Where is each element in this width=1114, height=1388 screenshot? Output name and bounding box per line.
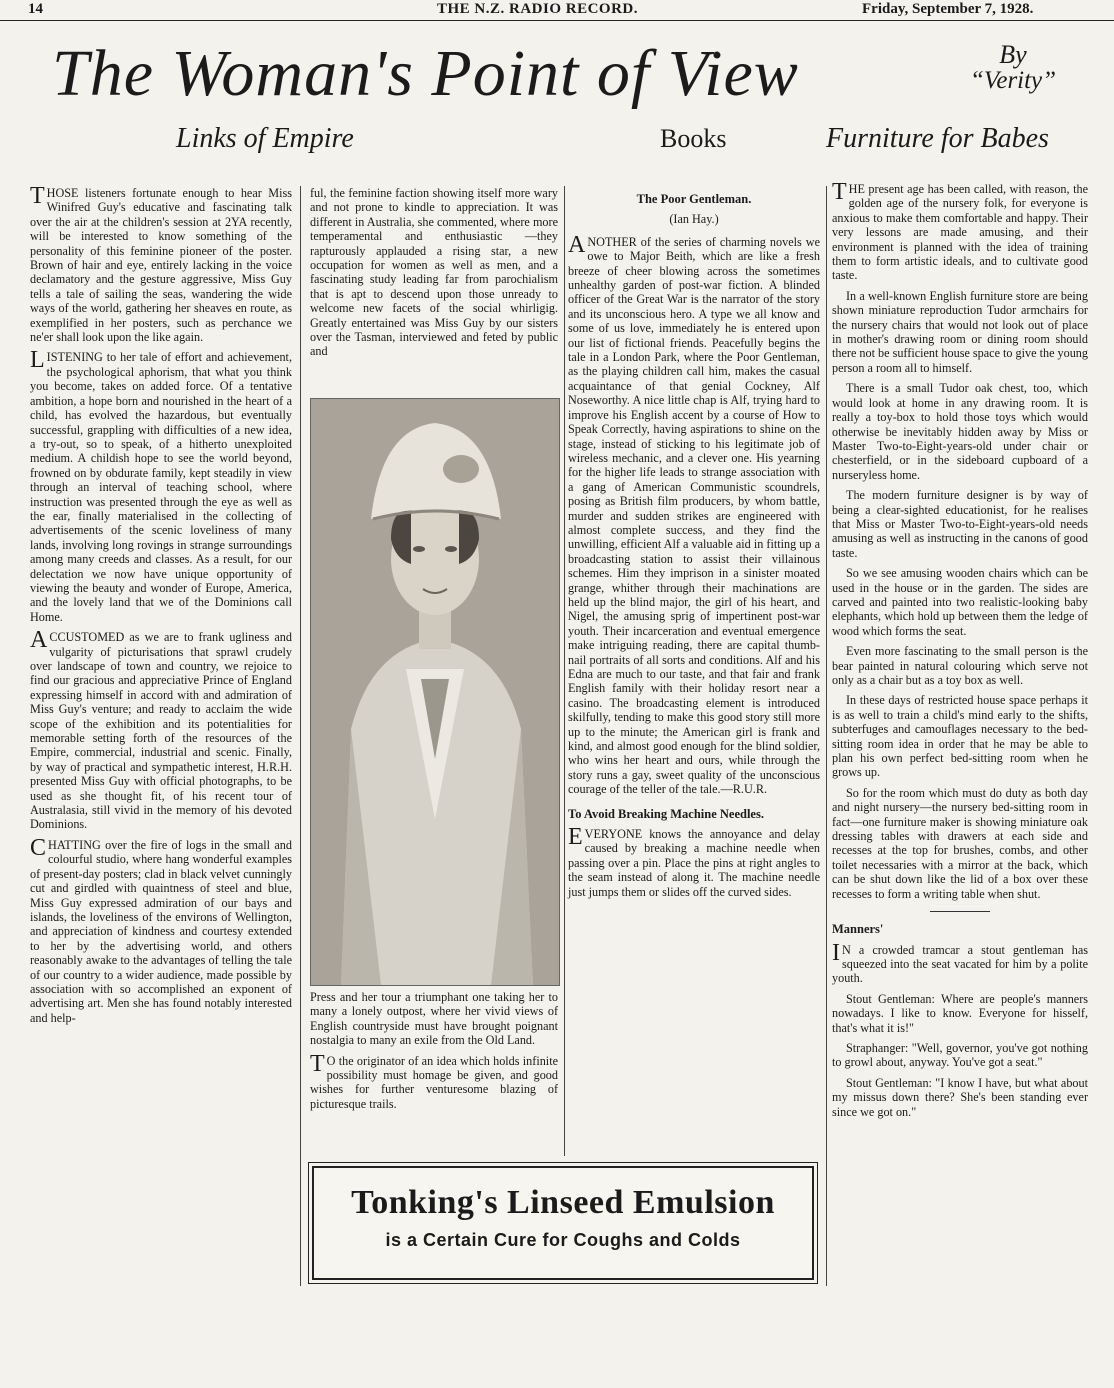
book-title: The Poor Gentleman.: [636, 192, 752, 206]
article-paragraph: [30, 627, 292, 832]
review-paragraph: [568, 231, 820, 797]
article-paragraph: [30, 347, 292, 624]
column-links-of-empire-continued: [310, 186, 558, 365]
column-books: [568, 186, 820, 905]
manners-heading: Manners': [832, 922, 884, 937]
drop-cap: L: [30, 347, 45, 374]
paragraph-text: Stout Gentleman: "I know I have, but what about my missus down there? She's been standing ever since we got on.": [832, 1075, 1088, 1119]
paragraph-text: Stout Gentleman: Where are people's manners nowadays. I like to know. Everyone for hisself, that's what it is!": [832, 991, 1088, 1035]
article-paragraph: [832, 381, 1088, 482]
article-paragraph: [30, 834, 292, 1025]
byline-by: By: [999, 40, 1027, 69]
paragraph-text: ful, the feminine faction showing itself more wary and not prone to kindle to appreciation. It was different in Australia, she commented, where more temperamental and enthusiastic —they rapturously applauded a rising star, a new occupation for women as well as men, and a fascinating study leading far from parochialism that is apt to descend upon those unready to welcome new facets of the social whirligig. Greatly entertained was Miss Guy by our sisters over the Tasman, interviewed and feted by public and: [310, 186, 558, 359]
article-paragraph: [30, 183, 292, 345]
portrait-photo: [310, 398, 560, 986]
drop-cap: I: [832, 939, 840, 966]
paragraph-text: N a crowded tramcar a stout gentleman has squeezed into the seat vacated for him by a polite youth.: [832, 942, 1088, 986]
section-heading-furniture-for-babes: Furniture for Babes: [826, 123, 1049, 154]
article-paragraph: [832, 289, 1088, 375]
drop-cap: A: [30, 627, 48, 654]
drop-cap: E: [568, 824, 583, 851]
article-paragraph: [832, 644, 1088, 687]
manners-paragraph: [832, 992, 1088, 1035]
article-paragraph: [832, 786, 1088, 901]
publication-name: THE N.Z. RADIO RECORD.: [437, 1, 639, 17]
paragraph-text: NOTHER of the series of charming novels we owe to Major Beith, which are like a fresh breeze of cheer blowing across the sometimes unhealthy garden of post-war fiction. A blinded officer of the Great War is the narrator of the story and its unconscious hero. A type we all know and some of us love, immediately he is entered upon our list of fictional friends. Peacefully begins the tale in a London Park, where the Poor Gentleman, as the playing children call him, makes the casual acquaintance of that genial Cockney, Alf Noseworthy. A nice little chap is Alf, trying hard to improve his English accent by a course of How to Speak Correctly, having aspirations to shine on the stage, instead of sticking to his legitimate job of wireless mechanic, and a clever one. His yearning for the higher life leads to strange association with a gang of American Communistic scoundrels, posing as British film producers, by whom battle, murder and sudden strikes are engineered with almost complete success, and they find the unwilling, efficient Alf a valuable aid in fitting up a broadcasting station to assist their villainous schemes. Him they imprison in a sinister moated grange, whither through their machinations are held up the blind major, the girl of his heart, and Nigel, the amusing sprig of impertinent post-war youth. Their incarceration and eventual emergence make intriguing reading, there are capital thumb-nail portraits of all sorts and conditions. Alf and his Edna are much to our taste, and that fair and frank English family with their holiday resort near a casino. The broadcasting element is introduced skilfully, tending to make this good story still more up to the minute; the American girl is frank and kind, and almost good enough for the blind soldier, who wins her heart and ours, while through the story runs a gay, sweet quality of the unconscious courage of the teller of the tale.—R.U.R.: [568, 234, 820, 797]
paragraph-text: There is a small Tudor oak chest, too, which would look at home in any drawing room. It is really a toy-box to hold those toys which would otherwise be inevitably hidden away by Miss or Master Two-to-Eight-years-old under chair or chesterfield, or in the sideboard cupboard of a nurseryless home.: [832, 381, 1088, 482]
article-paragraph: [832, 693, 1088, 779]
article-paragraph: [310, 1050, 558, 1112]
section-heading-books: Books: [660, 124, 727, 153]
paragraph-text: HE present age has been called, with reason, the golden age of the nursery folk, for everyone is anxious to make them comfortable and happy. Their very lessons are made amusing, and their environment is planned with the idea of training them to form artistic ideals, and to cultivate good taste.: [832, 182, 1088, 283]
paragraph-text: The modern furniture designer is by way of being a clear-sighted educationist, for he realises that Miss or Master Two-to-Eight-years-old needs amusing as well as instructing in the canons of good taste.: [832, 488, 1088, 560]
advertisement-tagline: is a Certain Cure for Coughs and Colds: [385, 1230, 741, 1250]
advertisement-box: [312, 1166, 814, 1280]
paragraph-text: ISTENING to her tale of effort and achievement, the psychological aphorism, that what you think you become, takes on added force. Of a tentative ambition, a hope born and nourished in the heart of a child, has evolved the hazardous, but eventually successful, grappling with difficulties of a new idea, a try-out, so to speak, of a hitherto unexploited medium. A childish hope to see the world beyond, frowned on by obdurate family, kept steadily in view through an interval of teaching school, where instruction was presented through the eye as well as the ear, finally materialised in the collecting of advertisements of the scenic loveliness of many lands, involving long rovings in strange surroundings among many creeds and classes. As a result, for our delectation we now have unique opportunity of viewing the beauty and wonder of Europe, America, and the lovely land that we of the Dominions call Home.: [30, 350, 292, 624]
paragraph-text: VERYONE knows the annoyance and delay caused by breaking a machine needle when passing over a pin. Place the pins at right angles to the seam instead of along it. The machine needle just jumps them or slides off the curved sides.: [568, 827, 820, 899]
article-paragraph: [310, 186, 558, 359]
drop-cap: A: [568, 231, 586, 258]
byline-author: “Verity”: [969, 67, 1057, 94]
portrait-photo-image: [311, 399, 559, 985]
paragraph-text: Press and her tour a triumphant one taking her to many a lonely outpost, where her vivid views of English countryside must have brought poignant nostalgia to many an exile from the Old Land.: [310, 990, 558, 1048]
paragraph-text: Straphanger: "Well, governor, you've got nothing to growl about, anyway. You've got a seat.": [832, 1040, 1088, 1070]
paragraph-text: In a well-known English furniture store are being shown miniature reproduction Tudor armchairs for the nursery chairs that would not look out of place in mother's drawing room or dining room should there not be sufficient house space to give the young person a room all to himself.: [832, 288, 1088, 375]
drop-cap: T: [310, 1050, 325, 1077]
article-paragraph: [832, 179, 1088, 283]
section-heading-links-of-empire: Links of Empire: [176, 123, 354, 154]
paragraph-text: So for the room which must do duty as both day and night nursery—the nursery bed-sitting room in fact—one furniture maker is showing miniature oak dressing tables with drawers at each side and recesses at the top for brushes, combs, and other toilet necessaries with a mirror at the back, which can be shut down like the lid of a box over these recesses to form a writing table when shut.: [832, 785, 1088, 901]
manners-paragraph: [832, 1041, 1088, 1070]
paragraph-text: HATTING over the fire of logs in the small and colourful studio, where hang wonderful examples of present-day posters; clad in black velvet cunningly cut and girdled with quaintness of steel and blue, Miss Guy expressed admiration of our bays and islands, the loveliness of the environs of Wellington, and appreciation of kindness and courtesy extended to her by the advertising world, and others reasonably awake to the advantages of telling the tale of our country to a wider audience, made possible by association with so accomplished an exponent of advertising art. Men she has found notably interested and help-: [30, 837, 292, 1025]
manners-paragraph: [832, 939, 1088, 986]
article-paragraph: [310, 990, 558, 1048]
column-links-of-empire-end: [310, 990, 558, 1117]
column-divider: [300, 186, 301, 1286]
paragraph-text: In these days of restricted house space perhaps it is as well to train a child's mind early to the shifts, subterfuges and camouflages necessary to the bed-sitting room idea in order that he may be able to plan his own perfect bed-sitting room when he grows up.: [832, 693, 1088, 780]
column-furniture-for-babes: [832, 179, 1088, 1125]
drop-cap: C: [30, 834, 47, 861]
paragraph-text: HOSE listeners fortunate enough to hear Miss Winifred Guy's educative and fascinating talk over the air at the children's session at 2YA recently, will be interested to know something of the personality of this feminine pioneer of the poster. Brown of hair and eye, entirely lacking in the voice declamatory and the gesture aggressive, Miss Guy tells a tale of sailing the seas, wandering the wide ways of the world, gathering her sheaves en route, as exemplified in her posters, such as perchance we ne'er shall look upon the like again.: [30, 186, 292, 345]
book-author: (Ian Hay.): [669, 212, 719, 227]
advertisement-headline: Tonking's Linseed Emulsion: [351, 1184, 775, 1221]
byline: [958, 42, 1068, 94]
needles-heading: To Avoid Breaking Machine Needles.: [568, 806, 764, 821]
paragraph-text: CCUSTOMED as we are to frank ugliness and vulgarity of picturisations that sprawl crudely over landscape of town and country, we rejoice to find our gracious and appreciative Prince of England expressing himself in accord with and admiration of Miss Guy's venture; and ready to acclaim the wide scope of the exhibition and its potentialities for memorable setting forth of the resources of the Empire, commercial, industrial and scenic. Finally, by way of practical and sympathetic interest, H.R.H. presented Miss Guy with official photographs, to be used as she thought fit, of his recent tour of Australasia, still vivid in the memory of his devoted Dominions.: [30, 630, 292, 832]
needles-paragraph: [568, 824, 820, 899]
issue-date: Friday, September 7, 1928.: [862, 1, 1034, 17]
manners-paragraph: [832, 1076, 1088, 1119]
article-paragraph: [832, 566, 1088, 638]
drop-cap: T: [832, 179, 847, 205]
drop-cap: T: [30, 183, 45, 209]
column-divider: [826, 186, 827, 1286]
article-paragraph: [832, 488, 1088, 560]
column-divider: [564, 186, 565, 1156]
paragraph-text: O the originator of an idea which holds infinite possibility must homage be given, and good wishes for further venturesome blazing of picturesque trails.: [310, 1053, 558, 1111]
page-number: 14: [28, 1, 43, 17]
page-title: The Woman's Point of View: [52, 37, 799, 110]
column-links-of-empire: [30, 183, 292, 1031]
section-rule: [930, 911, 990, 912]
paragraph-text: Even more fascinating to the small person is the bear painted in natural colouring which serve not only as a chair but as a toy box as well.: [832, 644, 1088, 687]
page-header: [0, 0, 1114, 21]
paragraph-text: So we see amusing wooden chairs which can be used in the house or in the garden. The sides are carved and painted into two realistic-looking baby elephants, which hold up between them the ledge of wood which forms the seat.: [832, 566, 1088, 638]
